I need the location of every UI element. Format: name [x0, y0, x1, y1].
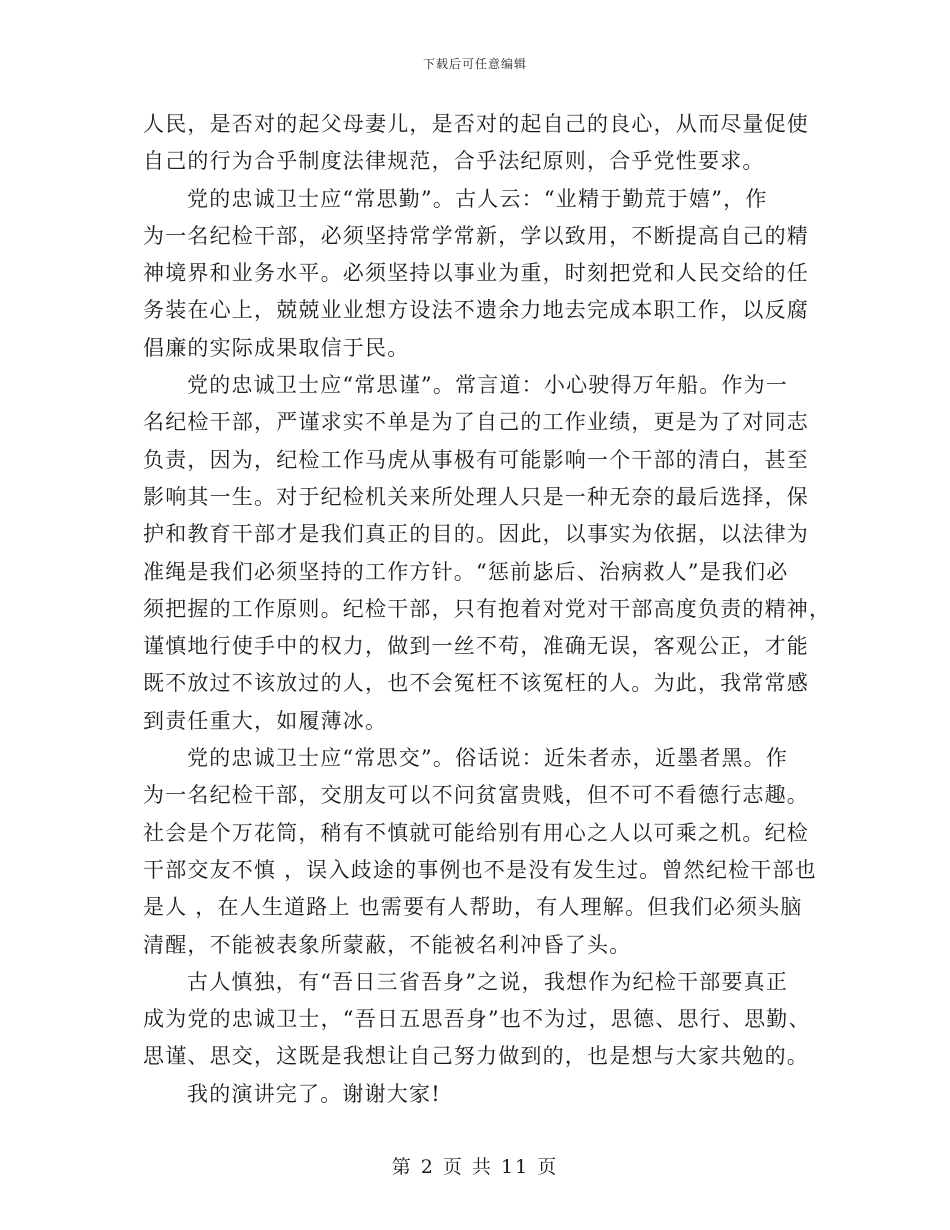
text-line: 干部交友不慎 ，误入歧途的事例也不是没有发生过。曾然纪检干部也 — [143, 857, 817, 882]
text-line: 思谨、思交，这既是我想让自己努力做到的，也是想与大家共勉的。 — [143, 1044, 809, 1069]
text-line: 清醒，不能被表象所蒙蔽，不能被名利冲昏了头。 — [143, 932, 632, 957]
text-line: 是人 ，在人生道路上 也需要有人帮助，有人理解。但我们必须头脑 — [143, 895, 803, 920]
text-line: 谨慎地行使手中的权力，做到一丝不苟，准确无误，客观公正，才能 — [143, 634, 809, 659]
text-line: 护和教育干部才是我们真正的目的。因此，以事实为依据，以法律为 — [143, 522, 809, 547]
text-line: 社会是个万花筒，稍有不慎就可能给别有用心之人以可乘之机。纪检 — [143, 820, 809, 845]
text-line: 既不放过不该放过的人，也不会冤枉不该冤枉的人。为此，我常常感 — [143, 671, 809, 696]
text-line: 准绳是我们必须坚持的工作方针。“惩前毖后、治病救人”是我们必 — [143, 559, 789, 584]
page-footer: 第 2 页 共 11 页 — [391, 1156, 559, 1178]
page-header: 下载后可任意编辑 — [422, 57, 527, 71]
text-line: 名纪检干部，严谨求实不单是为了自己的工作业绩，更是为了对同志 — [143, 410, 809, 435]
text-line: 神境界和业务水平。必须坚持以事业为重，时刻把党和人民交给的任 — [143, 261, 809, 286]
text-line: 务装在心上，兢兢业业想方设法不遗余力地去完成本职工作，以反腐 — [143, 298, 809, 323]
text-line: 人民，是否对的起父母妻儿，是否对的起自己的良心，从而尽量促使 — [143, 112, 809, 136]
paragraph-start-line: 党的忠诚卫士应“常思谨”。常言道：小心驶得万年船。作为一 — [187, 373, 789, 398]
text-line: 自己的行为合乎制度法律规范，合乎法纪原则，合乎党性要求。 — [143, 149, 765, 174]
text-line: 影响其一生。对于纪检机关来所处理人只是一种无奈的最后选择，保 — [143, 484, 809, 509]
text-line: 为一名纪检干部，必须坚持常学常新，学以致用，不断提高自己的精 — [143, 223, 809, 248]
text-line: 到责任重大，如履薄冰。 — [143, 708, 388, 733]
document-body — [143, 106, 832, 1113]
text-line: 须把握的工作原则。纪检干部，只有抱着对党对干部高度负责的精神， — [143, 596, 832, 621]
text-line: 负责，因为，纪检工作马虎从事极有可能影响一个干部的清白，甚至 — [143, 447, 809, 472]
text-line: 倡廉的实际成果取信于民。 — [143, 335, 410, 360]
paragraph-start-line: 党的忠诚卫士应“常思勤”。古人云：“业精于勤荒于嬉”，作 — [187, 186, 768, 211]
paragraph-start-line: 党的忠诚卫士应“常思交”。俗话说：近朱者赤，近墨者黑。作 — [187, 746, 789, 771]
text-line: 成为党的忠诚卫士，“吾日五思吾身”也不为过，思德、思行、思勤、 — [143, 1007, 811, 1032]
paragraph-start-line: 我的演讲完了。谢谢大家! — [187, 1081, 441, 1106]
text-line: 为一名纪检干部，交朋友可以不问贫富贵贱，但不可不看德行志趣。 — [143, 783, 809, 808]
paragraph-start-line: 古人慎独，有“吾日三省吾身”之说，我想作为纪检干部要真正 — [187, 969, 789, 994]
